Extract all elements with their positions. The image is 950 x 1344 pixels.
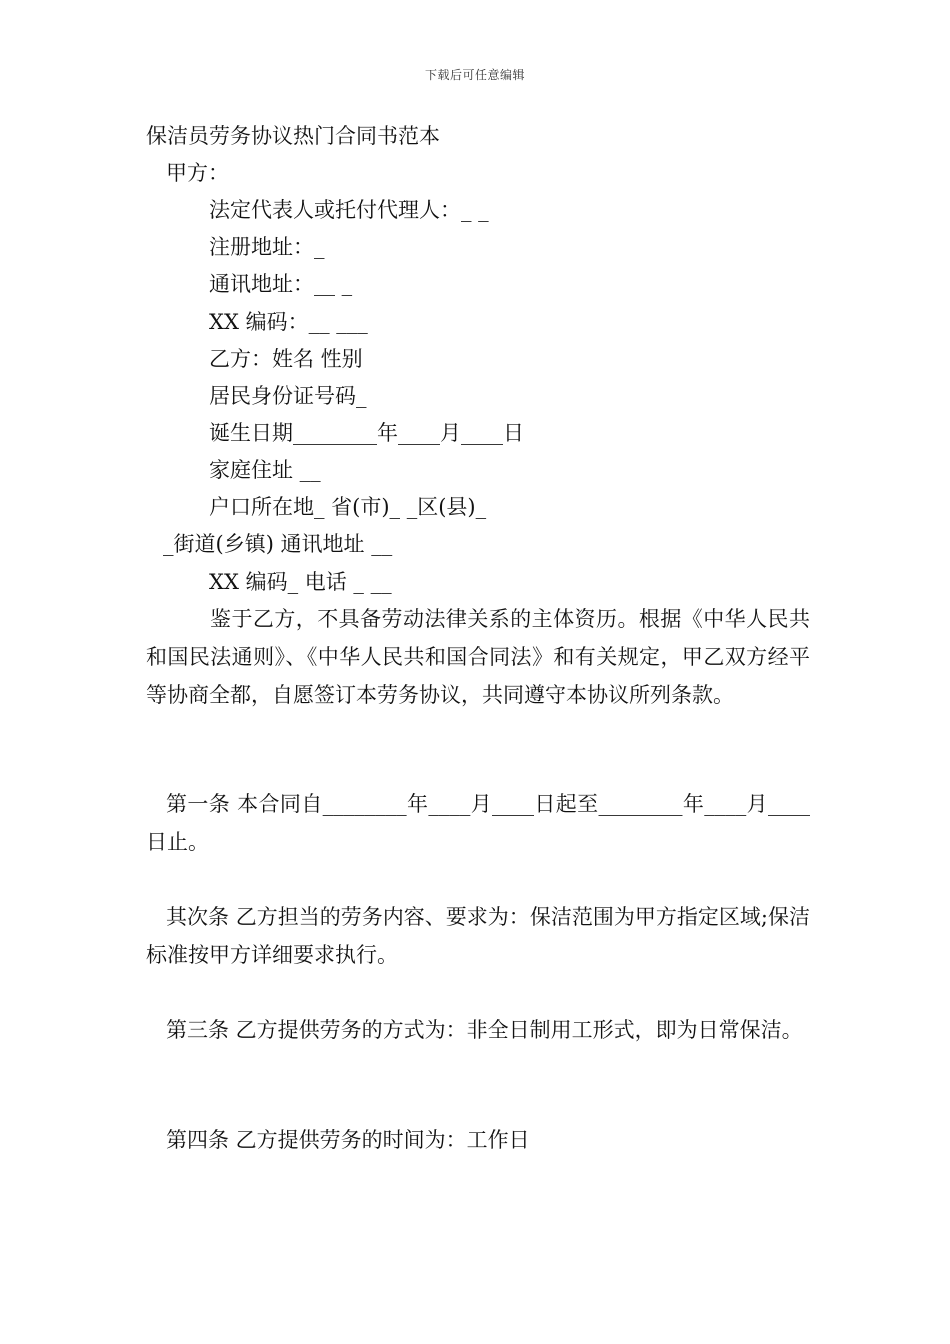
field-postcode-phone: XX 编码_ 电话 _ __ bbox=[209, 570, 392, 594]
article-1: 第一条 本合同自________年____月____日起至________年____月____日止。 bbox=[146, 792, 810, 854]
field-legal-representative: 法定代表人或托付代理人：_ _ bbox=[209, 198, 489, 222]
header-note: 下载后可任意编辑 bbox=[424, 68, 525, 82]
field-party-b: 乙方：姓名 性别 bbox=[209, 347, 363, 371]
field-postcode: XX 编码：__ ___ bbox=[209, 310, 368, 334]
field-birth-date: 诞生日期________年____月____日 bbox=[209, 421, 524, 445]
field-home-address: 家庭住址 __ bbox=[209, 458, 321, 482]
party-a-label: 甲方： bbox=[166, 161, 229, 185]
article-2: 其次条 乙方担当的劳务内容、要求为：保洁范围为甲方指定区域;保洁标准按甲方详细要求执行。 bbox=[146, 905, 810, 967]
field-hukou: 户口所在地_ 省(市)_ _区(县)_ bbox=[209, 495, 487, 519]
article-4: 第四条 乙方提供劳务的时间为：工作日 bbox=[166, 1128, 530, 1152]
document-title: 保洁员劳务协议热门合同书范本 bbox=[146, 124, 440, 148]
field-mailing-address: 通讯地址：__ _ bbox=[209, 272, 353, 296]
field-registered-address: 注册地址：_ bbox=[209, 235, 325, 259]
field-street: _街道(乡镇) 通讯地址 __ bbox=[163, 532, 393, 556]
article-3: 第三条 乙方提供劳务的方式为：非全日制用工形式，即为日常保洁。 bbox=[166, 1018, 803, 1042]
preamble-paragraph: 鉴于乙方，不具备劳动法律关系的主体资历。根据《中华人民共和国民法通则》、《中华人民共和国合同法》和有关规定，甲乙双方经平等协商全都，自愿签订本劳务协议，共同遵守本协议所列条款。 bbox=[146, 607, 810, 707]
field-id-number: 居民身份证号码_ bbox=[209, 384, 367, 408]
